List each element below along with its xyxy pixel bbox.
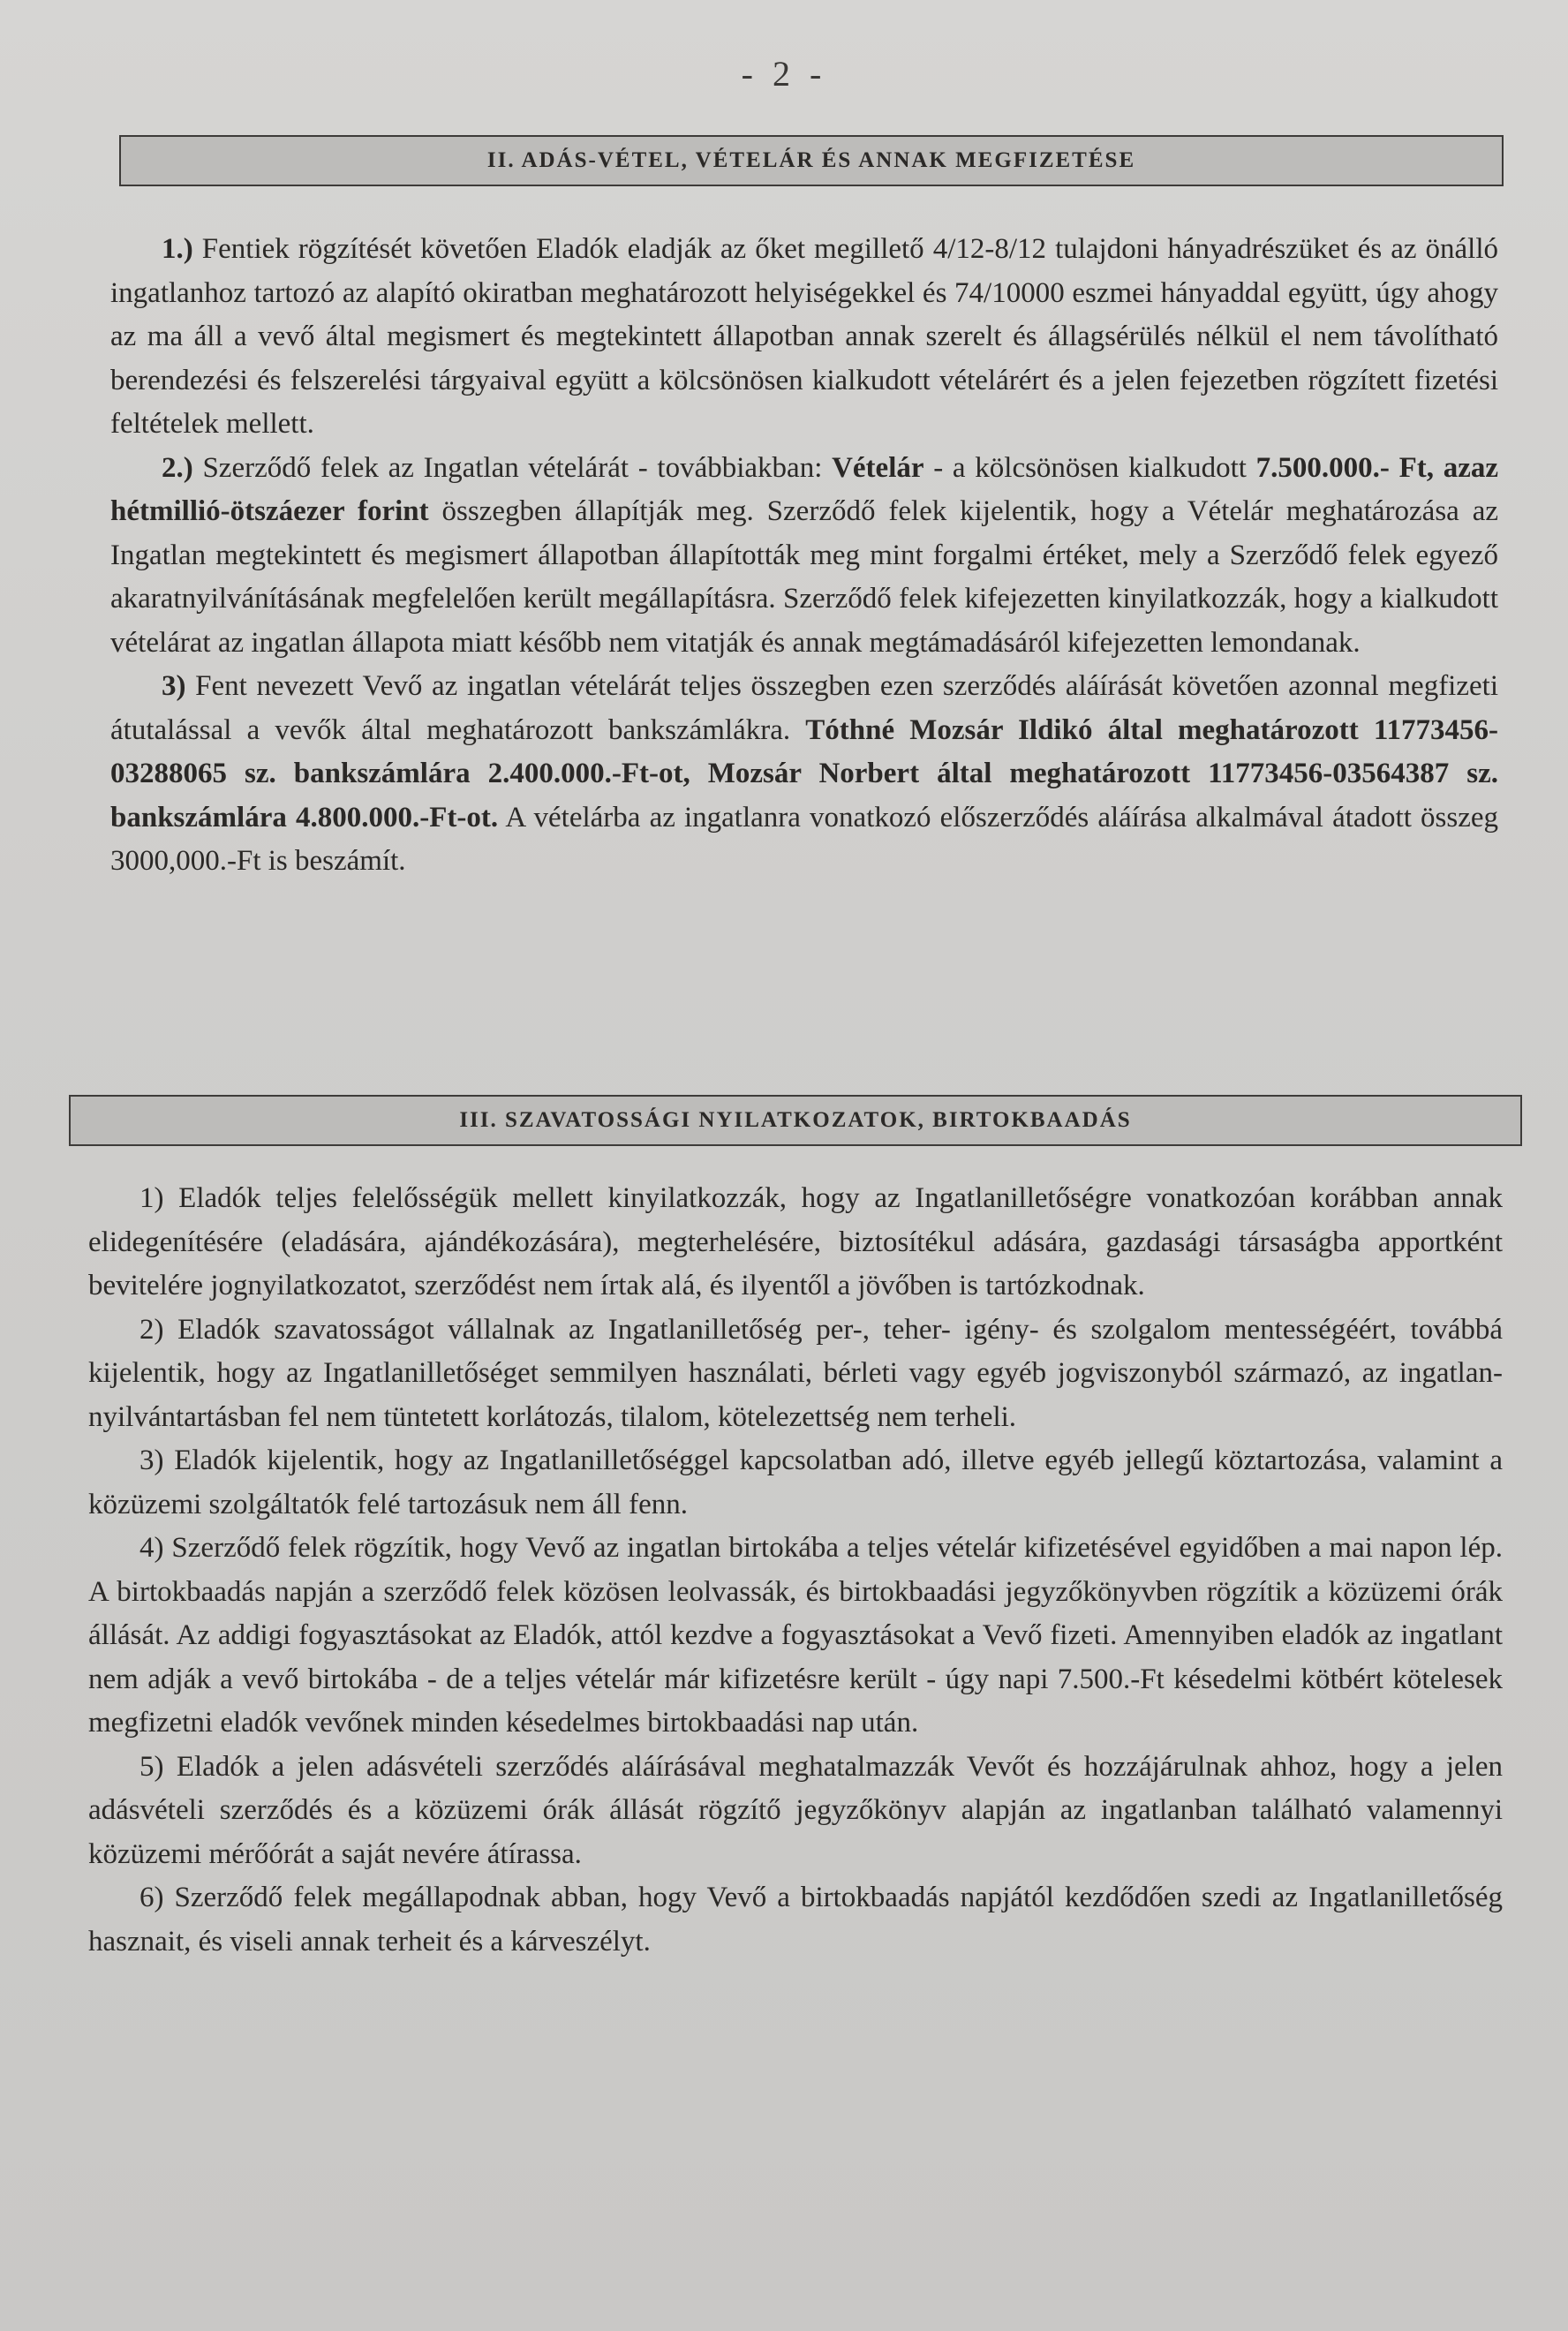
section-2-body: [110, 228, 1498, 884]
bank-account-details: Tóthné Mozsár Ildikó által meghatározott 11773456-03288065 sz. bankszámlára 2.400.000.-Ft-ot, Mozsár Norbert által meghatározott 11773456-03564387 sz. bankszámlára 4.800.000.-Ft-ot.: [110, 713, 1498, 834]
paragraph-2-1: [110, 228, 1498, 447]
paragraph-number: 4): [139, 1532, 164, 1564]
paragraph-text: A vételárba az ingatlanra vonatkozó előszerződés aláírása alkalmával átadott összeg 3000,000.-Ft is beszámít.: [110, 801, 1498, 877]
paragraph-text: Szerződő felek rögzítik, hogy Vevő az ingatlan birtokába a teljes vételár kifizetésével egyidőben a mai napon lép. A birtokbaadás napján a szerződő felek közösen leolvassák, és birtokbaadási jegyzőkönyvben rögzítik a közüzemi órák állását. Az addigi fogyasztásokat az Eladók, attól kezdve a fogyasztásokat a Vevő fizeti. Amennyiben eladók az ingatlant nem adják a vevő birtokába - de a teljes vételár már kifizetésre került - úgy napi 7.500.-Ft késedelmi kötbért kötelesek megfizetni eladók vevőnek minden késedelmes birtokbaadási nap után.: [88, 1532, 1503, 1739]
paragraph-number: 2): [139, 1313, 164, 1346]
section-3-body: [88, 1177, 1503, 1964]
paragraph-text: Szerződő felek megállapodnak abban, hogy Vevő a birtokbaadás napjától kezdődően szedi az Ingatlanilletőség hasznait, és viseli annak terheit és a kárveszélyt.: [88, 1882, 1503, 1958]
paragraph-text: Eladók kijelentik, hogy az Ingatlanilletőséggel kapcsolatban adó, illetve egyéb jellegű köztartozása, valamint a közüzemi szolgáltatók felé tartozásuk nem áll fenn.: [88, 1445, 1503, 1520]
paragraph-text: Fent nevezett Vevő az ingatlan vételárát teljes összegben ezen szerződés aláírását követően azonnal megfizeti átutalással a vevők által meghatározott bankszámlákra.: [110, 670, 1498, 746]
paragraph-3-3: [88, 1439, 1503, 1527]
paragraph-text: összegben állapítják meg. Szerződő felek kijelentik, hogy a Vételár meghatározása az Ingatlan megtekintett és megismert állapotban állapították meg mint forgalmi értéket, mely a Szerződő felek egyező akaratnyilvánításának megfelelően került megállapításra. Szerződő felek kifejezetten kinyilatkozzák, hogy a kialkudott vételárat az ingatlan állapota miatt később nem vitatják és annak megtámadásáról kifejezetten lemondanak.: [110, 495, 1498, 659]
paragraph-text: - a kölcsönösen kialkudott: [923, 451, 1256, 484]
paragraph-text: Eladók szavatosságot vállalnak az Ingatlanilletőség per-, teher- igény- és szolgalom mentességéért, továbbá kijelentik, hogy az Ingatlanilletőséget semmilyen használati, bérleti vagy egyéb jogviszonyból származó, az ingatlan-nyilvántartásban fel nem tüntetett korlátozás, tilalom, kötelezettség nem terheli.: [88, 1313, 1503, 1433]
paragraph-text: Eladók a jelen adásvételi szerződés aláírásával meghatalmazzák Vevőt és hozzájárulnak ahhoz, hogy a jelen adásvételi szerződés és a közüzemi órák állását rögzítő jegyzőkönyv alapján az ingatlanban található valamennyi közüzemi mérőórát a saját nevére átírassa.: [88, 1750, 1503, 1870]
paragraph-2-3: [110, 665, 1498, 884]
paragraph-number: 2.): [162, 451, 193, 484]
section-3-heading: III. SZAVATOSSÁGI NYILATKOZATOK, BIRTOKBAADÁS: [69, 1095, 1522, 1146]
paragraph-3-4: [88, 1527, 1503, 1746]
paragraph-number: 6): [139, 1882, 164, 1913]
section-2-heading: II. ADÁS-VÉTEL, VÉTELÁR ÉS ANNAK MEGFIZETÉSE: [119, 135, 1504, 186]
paragraph-3-6: [88, 1876, 1503, 1964]
paragraph-number: 3): [162, 670, 186, 702]
paragraph-number: 3): [139, 1445, 164, 1476]
purchase-price-amount: 7.500.000.- Ft, azaz hétmillió-ötszáezer forint: [110, 451, 1498, 527]
paragraph-3-1: [88, 1177, 1503, 1309]
paragraph-text: Eladók teljes felelősségük mellett kinyilatkozzák, hogy az Ingatlanilletőségre vonatkozóan korábban annak elidegenítésére (eladására, ajándékozására), megterhelésére, biztosítékul adására, gazdasági társaságba apportként bevitelére jognyilatkozatot, szerződést nem írtak alá, és ilyentől a jövőben is tartózkodnak.: [88, 1182, 1503, 1301]
paragraph-text: Szerződő felek az Ingatlan vételárát - továbbiakban:: [192, 451, 833, 484]
paragraph-number: 1.): [162, 233, 193, 265]
paragraph-number: 1): [139, 1182, 164, 1214]
paragraph-number: 5): [139, 1750, 164, 1783]
paragraph-3-5: [88, 1746, 1503, 1877]
paragraph-text: Fentiek rögzítését követően Eladók eladják az őket megillető 4/12-8/12 tulajdoni hányadrészüket és az önálló ingatlanhoz tartozó az alapító okiratban meghatározott helyiségekkel és 74/10000 eszmei hányaddal együtt, úgy ahogy az ma áll a vevő által megismert és megtekintett állapotban annak szerelt és állagsérülés nélkül el nem távolítható berendezési és felszerelési tárgyaival együtt a kölcsönösen kialkudott vételárért és a jelen fejezetben rögzített fizetési feltételek mellett.: [110, 233, 1498, 440]
purchase-price-term: Vételár: [832, 451, 924, 484]
paragraph-3-2: [88, 1309, 1503, 1440]
page-number: - 2 -: [741, 54, 827, 94]
paragraph-2-2: [110, 447, 1498, 666]
